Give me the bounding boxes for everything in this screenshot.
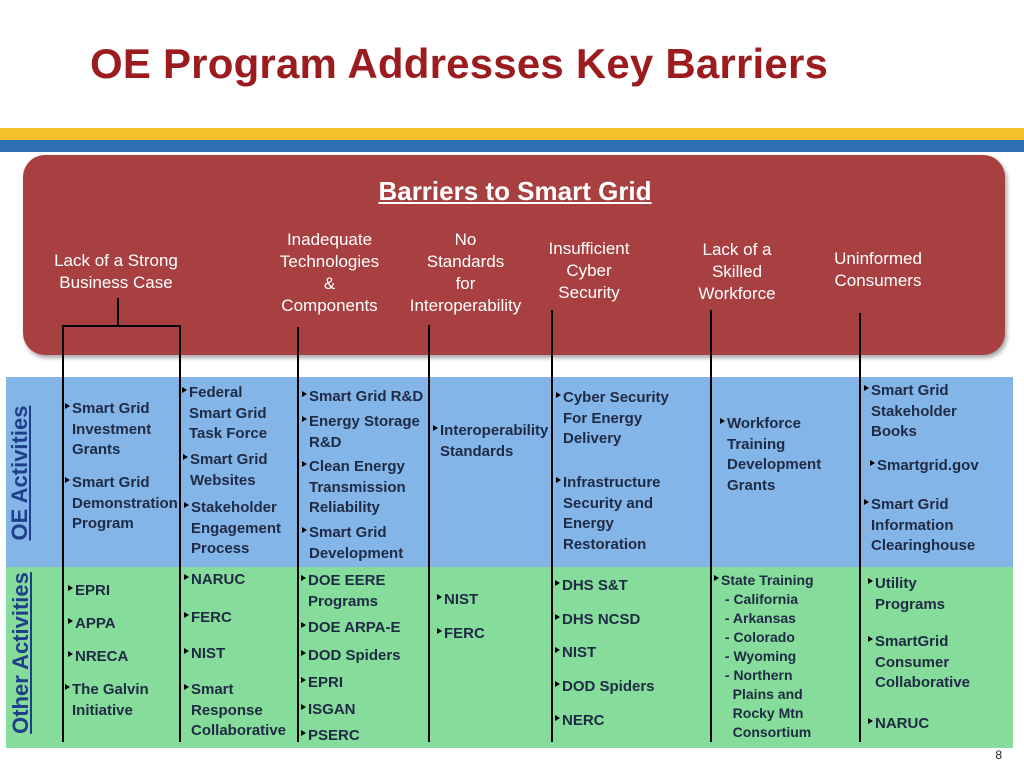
other-item: DOD Spiders [308,646,401,667]
oe-activities-label: OE Activities [7,405,32,541]
oe-item: Smart Grid Development [309,523,403,564]
other-item: NARUC [191,570,245,591]
other-item: NIST [444,590,478,611]
oe-item: Smart Grid Demonstration Program [72,473,178,535]
other-item: NIST [562,643,596,664]
connector-line [179,325,181,742]
connector-line [117,298,119,326]
header-stripe-yellow [0,128,1024,140]
connector-line [428,325,430,742]
connector-line [859,313,861,742]
oe-item: Cyber Security For Energy Delivery [563,388,669,450]
barrier-technologies: Inadequate Technologies & Components [279,230,380,315]
page-title: OE Program Addresses Key Barriers [90,40,829,87]
other-item: EPRI [308,673,343,694]
barrier-business-case: Lack of a Strong Business Case [54,251,178,292]
oe-item: Stakeholder Engagement Process [191,498,281,560]
oe-item: Energy Storage R&D [309,412,420,453]
oe-item: Smart Grid R&D [309,387,423,408]
other-item: NARUC [875,714,929,735]
other-item: DHS NCSD [562,610,640,631]
barrier-standards: No Standards for Interoperability [409,230,522,315]
other-item: SmartGrid Consumer Collaborative [875,632,970,694]
barrier-workforce: Lack of a Skilled Workforce [698,240,776,303]
other-item: ISGAN [308,700,356,721]
other-item: DOE ARPA-E [308,618,401,639]
connector-line [551,310,553,742]
barriers-title: Barriers to Smart Grid [378,176,652,206]
connector-line [62,325,180,327]
oe-item: Smart Grid Investment Grants [72,399,151,461]
other-item: DOE EERE Programs [308,571,386,612]
other-activities-label: Other Activities [8,572,33,734]
other-item: FERC [191,608,232,629]
oe-item: Interoperability Standards [440,421,548,462]
other-item: DOD Spiders [562,677,655,698]
oe-activities-band [6,377,1013,567]
oe-item: Infrastructure Security and Energy Restoration [563,473,661,555]
other-item: NIST [191,644,225,665]
oe-item: Workforce Training Development Grants [727,414,821,496]
other-item: DHS S&T [562,576,628,597]
other-item: APPA [75,614,116,635]
oe-item: Smart Grid Stakeholder Books [871,381,957,443]
oe-item: Federal Smart Grid Task Force [189,383,267,445]
oe-item: Smart Grid Information Clearinghouse [871,495,975,557]
barrier-cyber-security: Insufficient Cyber Security [548,239,630,302]
other-item: State Training - California - Arkansas - Colorado - Wyoming - Northern Plains and Rocky Mtn Consortium [721,572,814,740]
other-item: FERC [444,624,485,645]
connector-line [710,310,712,742]
other-item: EPRI [75,581,110,602]
header-stripe-blue [0,140,1024,152]
other-item: Utility Programs [875,574,945,615]
oe-item: Smart Grid Websites [190,450,268,491]
other-item: NERC [562,711,605,732]
other-item: Smart Response Collaborative [191,680,286,742]
connector-line [62,325,64,742]
other-item: PSERC [308,726,360,747]
oe-item: Clean Energy Transmission Reliability [309,457,406,519]
page-number: 8 [995,748,1002,762]
connector-line [297,327,299,742]
other-item: The Galvin Initiative [72,680,149,721]
oe-item: Smartgrid.gov [877,456,979,477]
other-item: NRECA [75,647,128,668]
barrier-consumers: Uninformed Consumers [834,249,922,290]
other-activities-band [6,567,1013,748]
